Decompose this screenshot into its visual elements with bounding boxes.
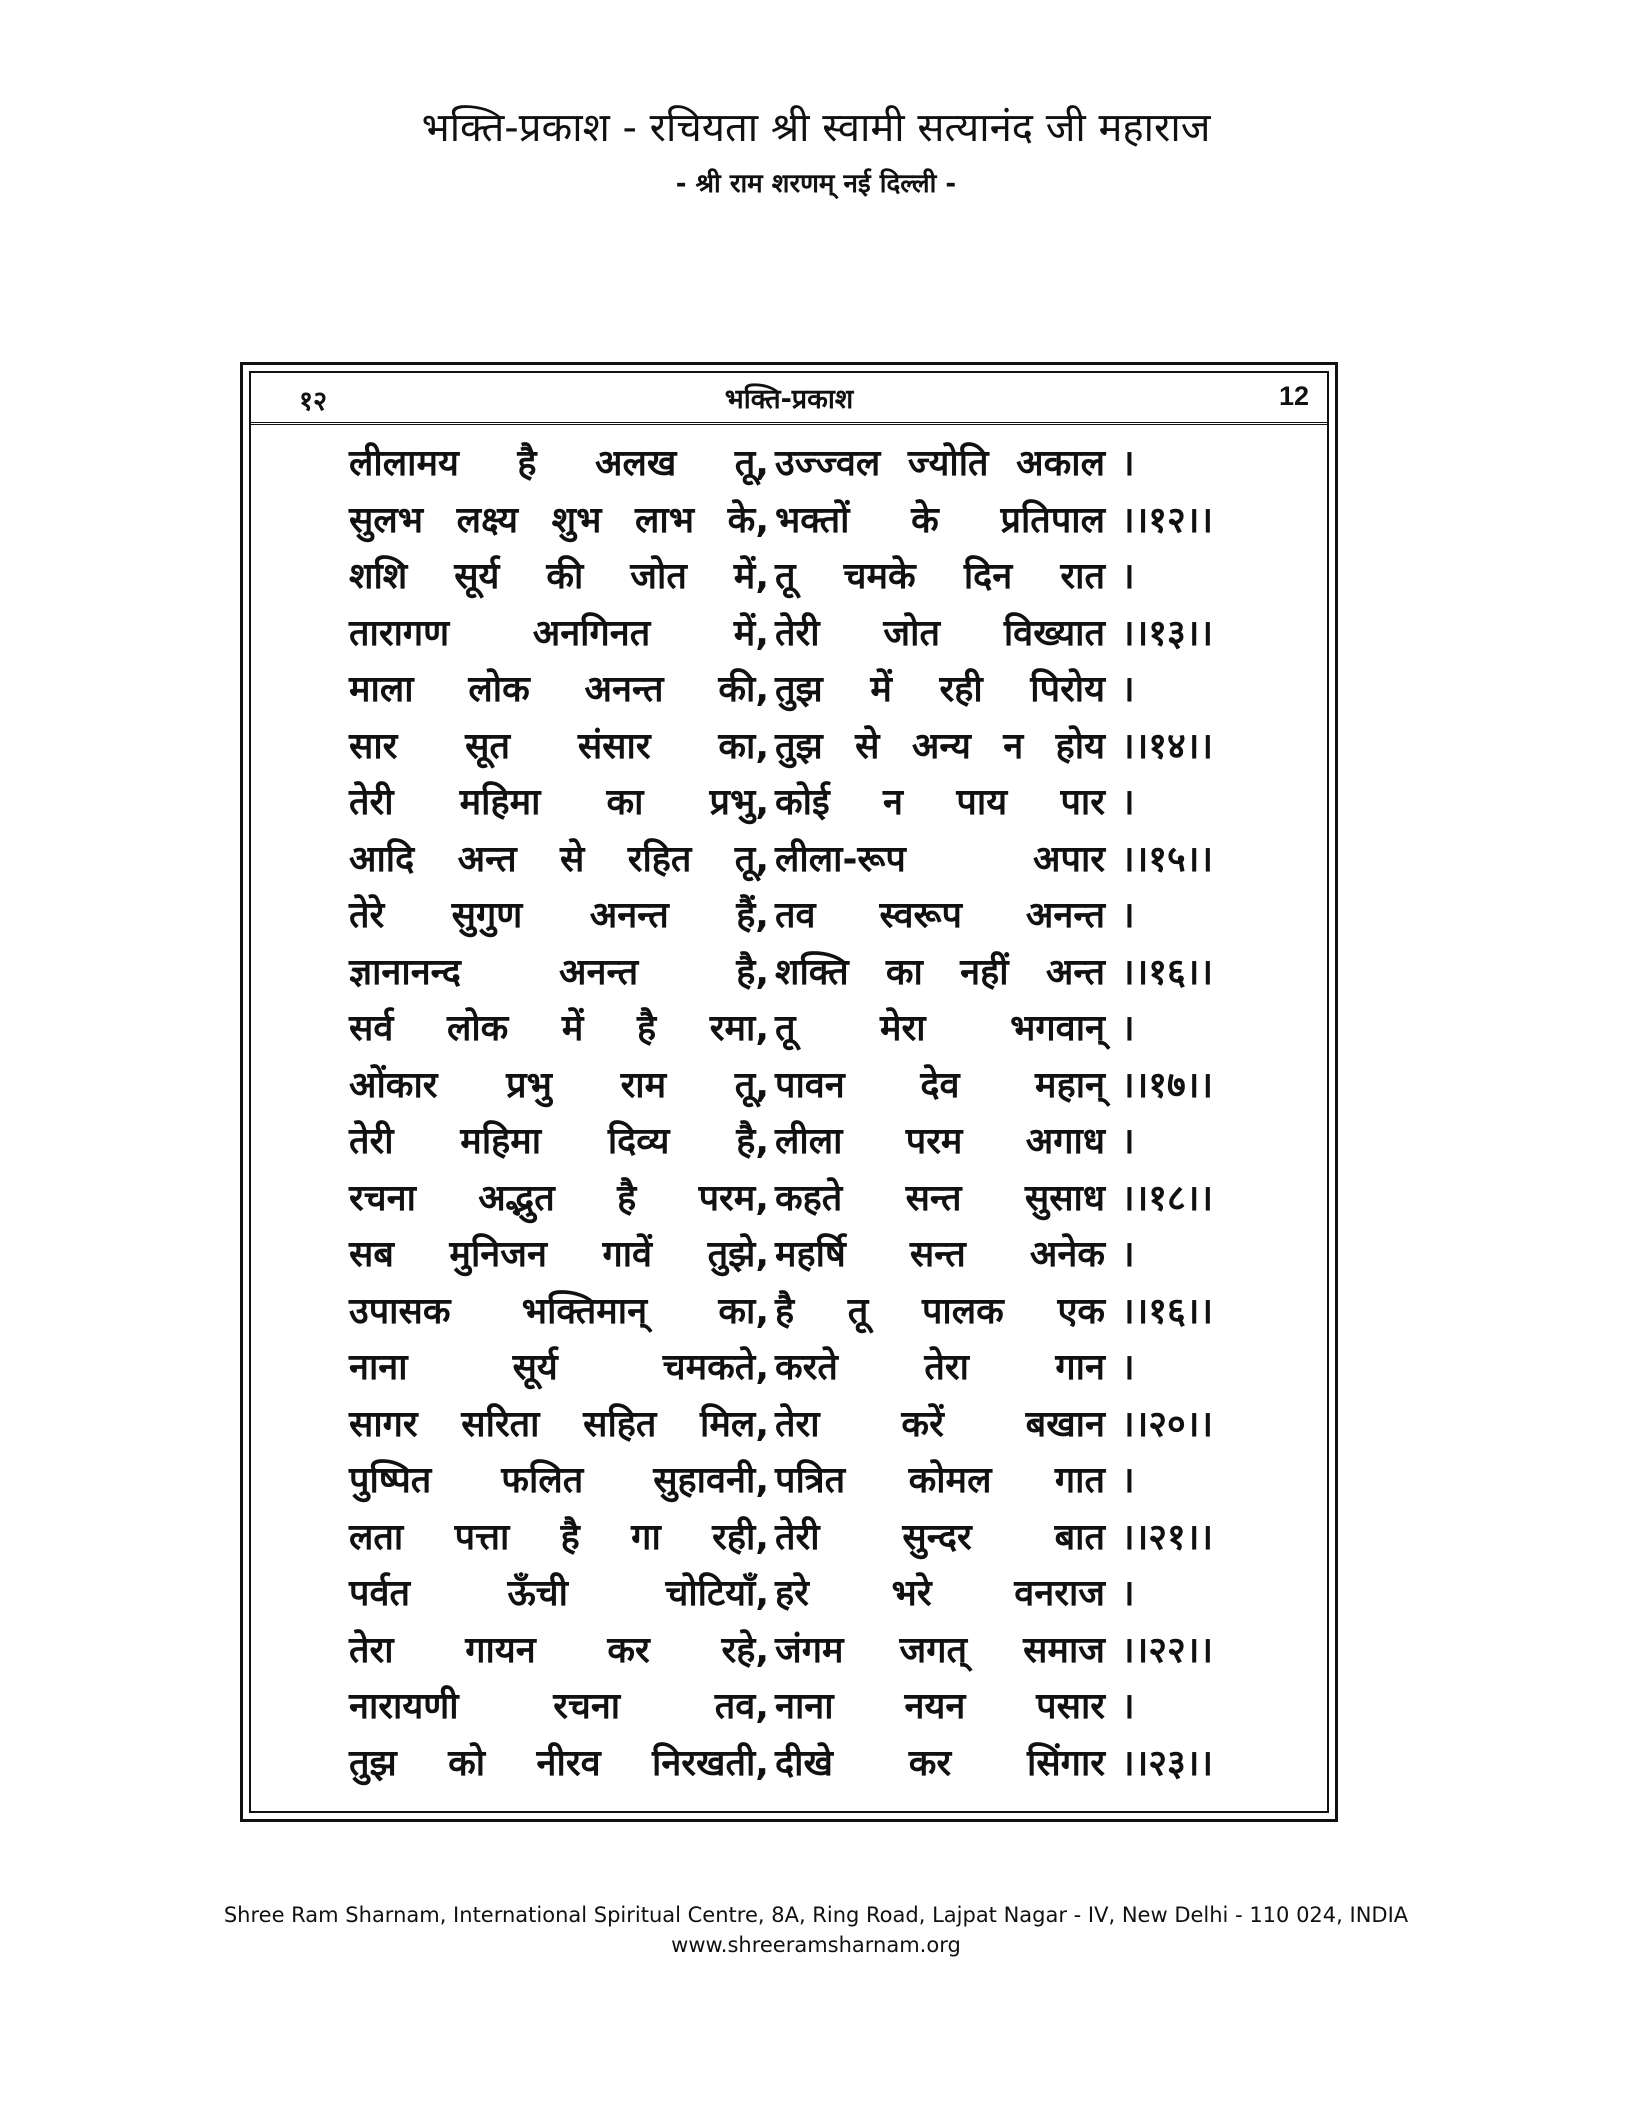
running-header	[251, 373, 1327, 425]
verse-end-marker: ।	[1121, 1686, 1135, 1727]
scanned-page-inner-border	[249, 371, 1329, 1813]
verse-first-half: तेरी महिमा का प्रभु,	[349, 782, 769, 823]
page-header	[0, 100, 1632, 206]
verse-first-half: उपासक भक्तिमान् का,	[349, 1290, 769, 1332]
verse-end-marker: ।।१२।।	[1121, 499, 1214, 541]
running-title: भक्ति-प्रकाश	[724, 384, 854, 415]
verse-second-half: कोई न पाय पार	[775, 782, 1105, 823]
verse-first-half: सब मुनिजन गावें तुझे,	[349, 1234, 769, 1275]
verse-line	[349, 1051, 1287, 1108]
verse-second-half: शक्ति का नहीं अन्त	[775, 951, 1105, 993]
verse-second-half: तू मेरा भगवान्	[775, 1008, 1105, 1049]
verse-second-half: पत्रित कोमल गात	[775, 1460, 1105, 1501]
verse-second-half: लीला-रूप अपार	[775, 838, 1105, 880]
verse-line	[349, 486, 1287, 543]
verse-first-half: तेरा गायन कर रहे,	[349, 1629, 769, 1671]
verse-end-marker: ।	[1121, 1460, 1135, 1501]
verse-end-marker: ।।२१।।	[1121, 1516, 1214, 1558]
verse-second-half: महर्षि सन्त अनेक	[775, 1234, 1105, 1275]
verse-second-half: दीखे कर सिंगार	[775, 1742, 1105, 1784]
verse-second-half: भक्तों के प्रतिपाल	[775, 499, 1105, 541]
verse-line	[349, 599, 1287, 656]
verse-line	[349, 1729, 1287, 1786]
verse-end-marker: ।।१६।।	[1121, 1290, 1214, 1332]
page-number-hindi: १२	[299, 386, 328, 417]
verse-line	[349, 1616, 1287, 1673]
verse-end-marker: ।।१६।।	[1121, 951, 1214, 993]
verse-end-marker: ।	[1121, 1008, 1135, 1049]
verse-first-half: नारायणी रचना तव,	[349, 1686, 769, 1727]
verse-end-marker: ।	[1121, 1234, 1135, 1275]
verse-second-half: पावन देव महान्	[775, 1064, 1105, 1106]
verse-end-marker: ।।१८।।	[1121, 1177, 1214, 1219]
verse-first-half: शशि सूर्य की जोत में,	[349, 556, 769, 597]
verse-first-half: लता पत्ता है गा रही,	[349, 1516, 769, 1558]
verse-second-half: लीला परम अगाध	[775, 1121, 1105, 1162]
verse-first-half: सागर सरिता सहित मिल,	[349, 1403, 769, 1445]
verse-first-half: माला लोक अनन्त की,	[349, 669, 769, 710]
page-number: 12	[1278, 381, 1309, 411]
verse-second-half: तू चमके दिन रात	[775, 556, 1105, 597]
verse-end-marker: ।।१४।।	[1121, 725, 1214, 767]
verse-first-half: तारागण अनगिनत में,	[349, 612, 769, 654]
verse-first-half: नाना सूर्य चमकते,	[349, 1347, 769, 1388]
verse-end-marker: ।।२०।।	[1121, 1403, 1214, 1445]
verse-first-half: पुष्पित फलित सुहावनी,	[349, 1460, 769, 1501]
verse-end-marker: ।	[1121, 1121, 1135, 1162]
verse-second-half: जंगम जगत् समाज	[775, 1629, 1105, 1671]
verse-end-marker: ।	[1121, 1573, 1135, 1614]
verse-end-marker: ।।२३।।	[1121, 1742, 1214, 1784]
verse-end-marker: ।	[1121, 669, 1135, 710]
document-title: भक्ति-प्रकाश - रचियता श्री स्वामी सत्यानंद जी महाराज	[421, 105, 1211, 151]
verse-first-half: आदि अन्त से रहित तू,	[349, 838, 769, 880]
verse-line	[349, 1390, 1287, 1447]
verse-line	[349, 768, 1287, 825]
scanned-page-frame	[240, 362, 1338, 1822]
verse-first-half: तेरी महिमा दिव्य है,	[349, 1121, 769, 1162]
verse-line	[349, 1333, 1287, 1390]
verse-first-half: तुझ को नीरव निरखती,	[349, 1742, 769, 1784]
verse-second-half: हरे भरे वनराज	[775, 1573, 1105, 1614]
footer-address: Shree Ram Sharnam, International Spiritual Centre, 8A, Ring Road, Lajpat Nagar - IV, New Delhi - 110 024, INDIA	[223, 1903, 1409, 1927]
verse-first-half: ओंकार प्रभु राम तू,	[349, 1064, 769, 1106]
verse-first-half: ज्ञानानन्द अनन्त है,	[349, 951, 769, 993]
verse-end-marker: ।	[1121, 443, 1135, 484]
verse-line	[349, 1220, 1287, 1277]
verse-line	[349, 938, 1287, 995]
footer-website: www.shreeramsharnam.org	[671, 1933, 961, 1957]
verse-line	[349, 655, 1287, 712]
verse-line	[349, 429, 1287, 486]
verse-second-half: तेरी जोत विख्यात	[775, 612, 1105, 654]
verse-line	[349, 881, 1287, 938]
verse-second-half: उज्ज्वल ज्योति अकाल	[775, 443, 1105, 484]
verse-first-half: पर्वत ऊँची चोटियाँ,	[349, 1573, 769, 1614]
verse-line	[349, 1277, 1287, 1334]
verse-line	[349, 1503, 1287, 1560]
verse-line	[349, 712, 1287, 769]
verse-end-marker: ।	[1121, 782, 1135, 823]
verse-end-marker: ।।१५।।	[1121, 838, 1214, 880]
verse-end-marker: ।।२२।।	[1121, 1629, 1214, 1671]
verse-end-marker: ।।१७।।	[1121, 1064, 1214, 1106]
verse-second-half: करते तेरा गान	[775, 1347, 1105, 1388]
verse-second-half: तुझ में रही पिरोय	[775, 669, 1105, 710]
verse-end-marker: ।	[1121, 895, 1135, 936]
page-footer	[0, 1900, 1632, 1960]
verse-end-marker: ।	[1121, 1347, 1135, 1388]
verse-second-half: तव स्वरूप अनन्त	[775, 895, 1105, 936]
verse-second-half: तुझ से अन्य न होय	[775, 725, 1105, 767]
verse-end-marker: ।	[1121, 556, 1135, 597]
verse-first-half: सार सूत संसार का,	[349, 725, 769, 767]
verse-line	[349, 994, 1287, 1051]
verse-list	[349, 429, 1287, 1785]
verse-second-half: नाना नयन पसार	[775, 1686, 1105, 1727]
verse-second-half: तेरा करें बखान	[775, 1403, 1105, 1445]
verse-second-half: है तू पालक एक	[775, 1290, 1105, 1332]
verse-first-half: तेरे सुगुण अनन्त हैं,	[349, 895, 769, 936]
verse-second-half: कहते सन्त सुसाध	[775, 1177, 1105, 1219]
verse-first-half: सुलभ लक्ष्य शुभ लाभ के,	[349, 499, 769, 541]
verse-first-half: रचना अद्भुत है परम,	[349, 1177, 769, 1219]
verse-line	[349, 1164, 1287, 1221]
verse-line	[349, 1446, 1287, 1503]
verse-end-marker: ।।१३।।	[1121, 612, 1214, 654]
verse-first-half: लीलामय है अलख तू,	[349, 443, 769, 484]
verse-line	[349, 542, 1287, 599]
verse-second-half: तेरी सुन्दर बात	[775, 1516, 1105, 1558]
verse-line	[349, 825, 1287, 882]
verse-line	[349, 1672, 1287, 1729]
verse-first-half: सर्व लोक में है रमा,	[349, 1008, 769, 1049]
verse-line	[349, 1559, 1287, 1616]
document-subtitle: - श्री राम शरणम् नई दिल्ली -	[675, 169, 957, 199]
verse-line	[349, 1107, 1287, 1164]
